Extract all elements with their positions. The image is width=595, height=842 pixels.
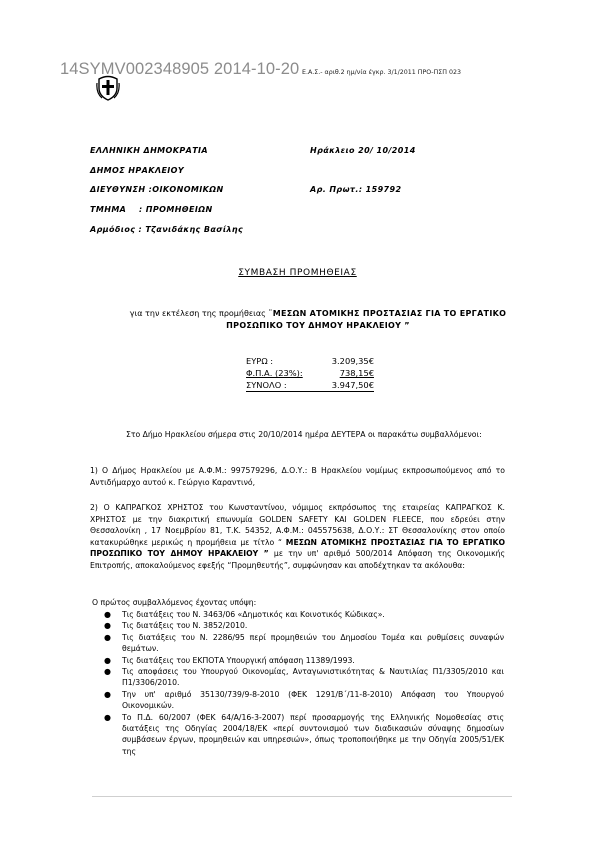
amount-value-net: 3.209,35€ — [331, 356, 374, 366]
bullet-icon: ● — [104, 655, 111, 665]
amount-value-total: 3.947,50€ — [331, 380, 374, 390]
header-directorate: ΔΙΕΥΘΥΝΣΗ :ΟΙΚΟΝΟΜΙΚΩΝ — [90, 185, 224, 194]
contract-subject — [118, 308, 518, 332]
bullet-icon: ● — [104, 712, 111, 722]
intro-paragraph: Στο Δήμο Ηρακλείου σήμερα στις 20/10/2014 ημέρα ΔΕΥΤΕΡΑ οι παρακάτω συμβαλλόμενοι: — [126, 430, 482, 439]
bullet-icon: ● — [104, 667, 111, 677]
bullet-icon: ● — [104, 610, 111, 619]
bullet-icon: ● — [104, 621, 111, 631]
eas-reference: Ε.Α.Σ.- αριθ.2 ημ/νία έγκρ. 3/1/2011 ΠΡΟ-ΠΣΠ 023 — [302, 69, 461, 76]
bullet-icon: ● — [104, 632, 111, 642]
list-item: ● Τις αποφάσεις του Υπουργού Οικονομίας, Ανταγωνιστικότητας & Ναυτιλίας Π1/3305/2010 και Π1/3306/2010. — [104, 667, 504, 688]
party-two-subject: ΜΕΣΩΝ ΑΤΟΜΙΚΗΣ ΠΡΟΣΤΑΣΙΑΣ ΓΙΑ ΤΟ ΕΡΓΑΤΙΚΟ ΠΡΟΣΩΠΙΚΟ ΤΟΥ ΔΗΜΟΥ ΗΡΑΚΛΕΙΟΥ ” — [90, 537, 506, 559]
amount-label-vat: Φ.Π.Α. (23%): — [246, 368, 303, 378]
bullet-icon: ● — [104, 689, 111, 699]
document-stamp: 14SYMV002348905 2014-10-20 — [60, 60, 300, 78]
list-item: ● Τις διατάξεις του Ν. 2286/95 περί προμηθειών του Δημοσίου Τομέα και ρυθμίσεις συναφών θεμάτων. — [104, 632, 504, 654]
header-municipality: ΔΗΜΟΣ ΗΡΑΚΛΕΙΟΥ — [90, 166, 185, 175]
header-department: ΤΜΗΜΑ : ΠΡΟΜΗΘΕΙΩΝ — [90, 205, 213, 214]
list-item: ● Τις διατάξεις του Ν. 3852/2010. — [104, 621, 248, 631]
subject-prefix: για την εκτέλεση της προμήθειας — [129, 309, 269, 318]
party-two-intro: 2) Ο ΚΑΠΡΑΓΚΟΣ ΧΡΗΣΤΟΣ του Κωνσταντίνου, νόμιμος εκπρόσωπος της εταιρείας ΚΑΠΡΑΓΚΟΣ Κ. ΧΡΗΣΤΟΣ με την διακριτική επωνυμία GOLDEN SAFETY ΚΑΙ GOLDEN FLEECE, που εδρεύει στην Θεσσαλονίκη , 17 Νοεμβρίου 81, Τ.Κ. 54352, Α.Φ.Μ.: 045575638, Δ.Ο.Υ.: ΣΤ Θεσσαλονίκης στον οποίο κατακυρώθηκε μερικώς η προμήθεια με τίτλο “ — [90, 503, 505, 547]
list-item: ● Τις διατάξεις του Ν. 3463/06 «Δημοτικός και Κοινοτικός Κώδικας». — [104, 610, 385, 619]
list-item: ● Τις διατάξεις του ΕΚΠΟΤΑ Υπουργική απόφαση 11389/1993. — [104, 655, 355, 665]
amount-label-total: ΣΥΝΟΛΟ : — [246, 380, 287, 390]
party-two-paragraph — [90, 502, 505, 572]
party-two-decision: με την υπ' αριθμό 500/2014 Απόφαση της Οικονομικής Επιτροπής, αποκαλούμενος εφεξής “Προμηθευτής”, συμφώνησαν και αποδέχτηκαν τα ακόλουθα: — [90, 549, 506, 570]
amount-value-vat: 738,15€ — [339, 368, 374, 378]
list-item: ● Το Π.Δ. 60/2007 (ΦΕΚ 64/Α/16-3-2007) περί προσαρμογής της Ελληνικής Νομοθεσίας στις διατάξεις της Οδηγίας 2004/18/ΕΚ «περί συντονισμού των διαδικασιών σύναψης δημοσίων συμβάσεων έργων, προμηθειών και υπηρεσιών», όπως τροποποιήθηκε με την Οδηγία 2005/51/ΕΚ της — [104, 712, 504, 756]
header-country: ΕΛΛΗΝΙΚΗ ΔΗΜΟΚΡΑΤΙΑ — [90, 146, 209, 155]
header-responsible: Αρμόδιος : Τζανιδάκης Βασίλης — [90, 225, 244, 234]
subject-text: ¨ΜΕΣΩΝ ΑΤΟΜΙΚΗΣ ΠΡΟΣΤΑΣΙΑΣ ΓΙΑ ΤΟ ΕΡΓΑΤΙΚΟ ΠΡΟΣΩΠΙΚΟ ΤΟΥ ΔΗΜΟΥ ΗΡΑΚΛΕΙΟΥ ” — [226, 309, 507, 330]
amount-label-net: ΕΥΡΩ : — [246, 356, 274, 366]
list-item: ● Την υπ' αριθμό 35130/739/9-8-2010 (ΦΕΚ 1291/Β΄/11-8-2010) Απόφαση του Υπουργού Οικονομικών. — [104, 689, 504, 711]
considerations-list — [104, 609, 504, 757]
header-date: Ηράκλειο 20/ 10/2014 — [310, 146, 416, 155]
first-party-considering: Ο πρώτος συμβαλλόμενος έχοντας υπόψη: — [92, 598, 257, 607]
document-title: ΣΥΜΒΑΣΗ ΠΡΟΜΗΘΕΙΑΣ — [238, 268, 357, 278]
amount-rule — [246, 391, 374, 392]
footer-divider — [92, 796, 512, 797]
header-protocol: Αρ. Πρωτ.: 159792 — [310, 185, 402, 194]
party-one-paragraph: 1) Ο Δήμος Ηρακλείου με Α.Φ.Μ.: 997579296, Δ.Ο.Υ.: Β Ηρακλείου νομίμως εκπροσωπούμενος από το Αντιδήμαρχο αυτού κ. Γεώργιο Καραντινό, — [90, 466, 505, 487]
greek-emblem-icon — [96, 73, 120, 101]
